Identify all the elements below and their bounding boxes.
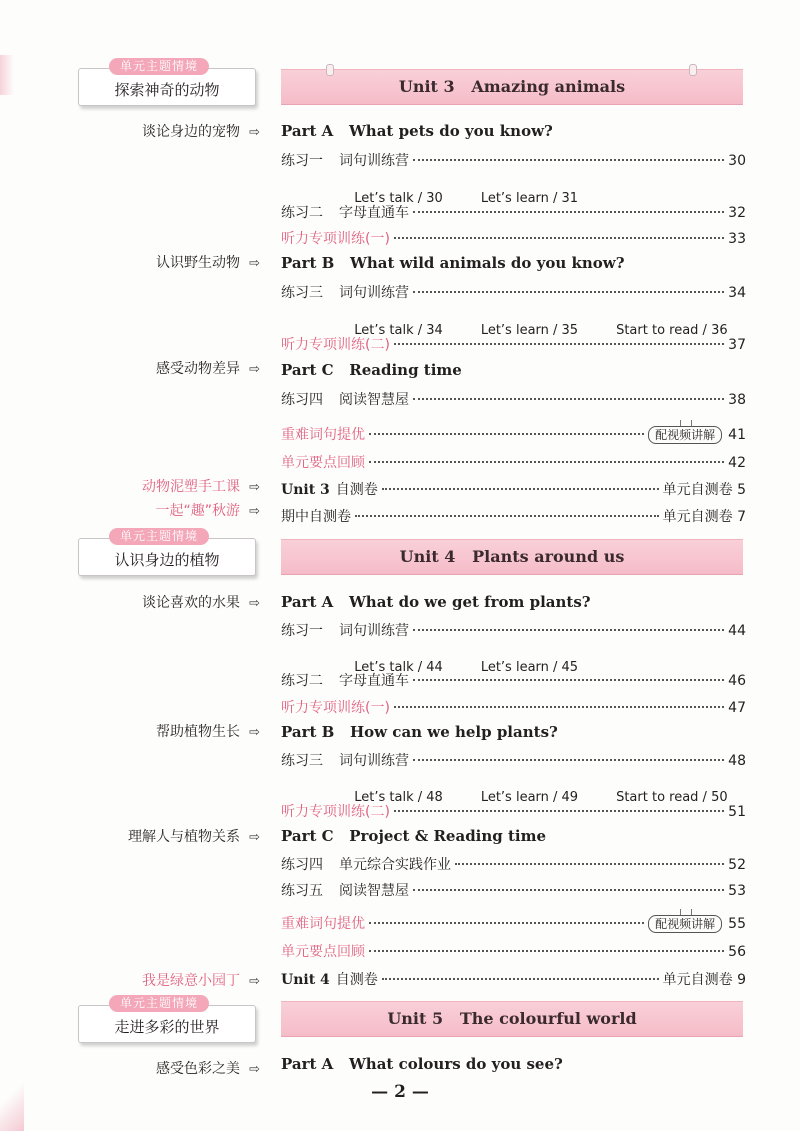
- toc-row[interactable]: [281, 389, 746, 407]
- topic-text: 认识野生动物: [156, 255, 240, 271]
- unit-title: Unit 4 Plants around us: [399, 547, 625, 566]
- unit-title: Unit 3 Amazing animals: [398, 77, 626, 96]
- part-heading[interactable]: Part C Project & Reading time: [281, 827, 547, 845]
- arrow-right-icon: ⇨: [249, 480, 260, 495]
- page-number: 单元自测卷 5: [662, 482, 746, 498]
- part-heading[interactable]: Part A What pets do you know?: [281, 122, 553, 140]
- topic-text: 我是绿意小园丁: [142, 973, 240, 989]
- dot-leader: [382, 488, 659, 490]
- arrow-right-icon: ⇨: [249, 256, 260, 271]
- topic-label: [155, 500, 260, 520]
- dot-leader: [413, 159, 724, 161]
- exercise-title: 词句训练营: [339, 623, 409, 639]
- exercise-title: 词句训练营: [339, 153, 409, 169]
- toc-row[interactable]: [281, 880, 746, 898]
- toc-row[interactable]: [281, 941, 746, 959]
- lesson-item: Let’s talk / 34: [354, 323, 443, 338]
- toc-row[interactable]: [281, 282, 746, 300]
- dot-leader: [413, 679, 724, 681]
- lesson-item: Let’s talk / 30: [354, 191, 443, 206]
- exercise-label: 重难词句提优: [281, 916, 365, 932]
- topic-text: 感受动物差异: [156, 361, 240, 377]
- page-number: 46: [728, 673, 746, 689]
- exercise-label: 重难词句提优: [281, 427, 365, 443]
- exercise-label: 练习五: [281, 883, 323, 899]
- exercise-label: Unit 4: [281, 972, 330, 988]
- toc-row[interactable]: [281, 334, 746, 352]
- dot-leader: [413, 211, 724, 213]
- sparkle-icon: [680, 420, 692, 426]
- topic-label: [156, 358, 260, 378]
- page-number: 37: [728, 337, 746, 353]
- arrow-right-icon: ⇨: [249, 596, 260, 611]
- page-number: 38: [728, 392, 746, 408]
- toc-row[interactable]: [281, 697, 746, 715]
- dot-leader: [369, 950, 724, 952]
- topic-label: [156, 721, 260, 741]
- dot-leader: [394, 237, 724, 239]
- exercise-label: 练习一: [281, 153, 323, 169]
- exercise-label: 练习三: [281, 753, 323, 769]
- dot-leader: [413, 629, 724, 631]
- arrow-right-icon: ⇨: [249, 504, 260, 519]
- page-number: 51: [728, 804, 746, 820]
- lesson-item: Let’s talk / 48: [354, 790, 443, 805]
- lesson-item: Let’s learn / 45: [480, 660, 579, 675]
- theme-tag: 单元主题情境: [109, 528, 209, 545]
- binder-ring-icon: [689, 64, 697, 76]
- toc-row[interactable]: [281, 479, 746, 497]
- theme-title: 认识身边的植物: [114, 551, 220, 569]
- page-number: 52: [728, 857, 746, 873]
- exercise-title: 单元综合实践作业: [339, 857, 451, 873]
- part-heading[interactable]: Part A What do we get from plants?: [281, 593, 591, 611]
- lesson-item: Let’s learn / 31: [480, 191, 579, 206]
- exercise-label: Unit 3: [281, 482, 330, 498]
- exercise-title: 字母直通车: [339, 205, 409, 221]
- exercise-label: 练习二: [281, 205, 323, 221]
- toc-row[interactable]: [281, 424, 746, 442]
- topic-label: [142, 476, 260, 496]
- toc-row[interactable]: [281, 620, 746, 638]
- exercise-label: 听力专项训练(二): [281, 337, 390, 353]
- video-badge[interactable]: [648, 426, 722, 444]
- exercise-label: 练习一: [281, 623, 323, 639]
- dot-leader: [413, 291, 724, 293]
- page-number: 33: [728, 231, 746, 247]
- topic-text: 动物泥塑手工课: [142, 479, 240, 495]
- dot-leader: [369, 922, 644, 924]
- toc-row[interactable]: [281, 202, 746, 220]
- exercise-title: 自测卷: [335, 972, 378, 988]
- dot-leader: [369, 433, 644, 435]
- unit-title: Unit 5 The colourful world: [387, 1009, 637, 1028]
- toc-row[interactable]: [281, 854, 746, 872]
- exercise-title: 阅读智慧屋: [339, 392, 409, 408]
- arrow-right-icon: ⇨: [249, 830, 260, 845]
- page-number: 47: [728, 700, 746, 716]
- page-number: 56: [728, 944, 746, 960]
- unit-banner-4: [281, 539, 743, 575]
- dot-leader: [355, 515, 659, 517]
- theme-title: 探索神奇的动物: [114, 81, 220, 99]
- theme-title: 走进多彩的世界: [114, 1018, 220, 1036]
- theme-card-unit5: [78, 996, 256, 1043]
- part-heading[interactable]: Part A What colours do you see?: [281, 1055, 563, 1073]
- topic-label: [142, 121, 260, 141]
- arrow-right-icon: ⇨: [249, 125, 260, 140]
- page-number: 32: [728, 205, 746, 221]
- toc-row[interactable]: [281, 750, 746, 768]
- dot-leader: [413, 759, 724, 761]
- arrow-right-icon: ⇨: [249, 362, 260, 377]
- lesson-item: Let’s talk / 44: [354, 660, 443, 675]
- exercise-label: 练习四: [281, 392, 323, 408]
- exercise-label: 单元要点回顾: [281, 944, 365, 960]
- exercise-label: 听力专项训练(一): [281, 700, 390, 716]
- unit-banner-3: [281, 69, 743, 105]
- topic-label: [156, 252, 260, 272]
- theme-card-unit4: [78, 529, 256, 576]
- lesson-item: Start to read / 50: [616, 790, 728, 805]
- dot-leader: [369, 461, 724, 463]
- toc-row[interactable]: [281, 228, 746, 246]
- page-number: 单元自测卷 7: [662, 509, 746, 525]
- topic-label: [128, 826, 260, 846]
- page-number: 30: [728, 153, 746, 169]
- lesson-item: Start to read / 36: [616, 323, 728, 338]
- toc-row[interactable]: [281, 150, 746, 168]
- dot-leader: [382, 978, 659, 980]
- exercise-title: 自测卷: [335, 482, 378, 498]
- dot-leader: [455, 863, 724, 865]
- toc-row[interactable]: [281, 969, 746, 987]
- page-number: 34: [728, 285, 746, 301]
- exercise-label: 练习三: [281, 285, 323, 301]
- unit-banner-5: [281, 1001, 743, 1037]
- topic-label: [142, 970, 260, 990]
- exercise-label: 练习二: [281, 673, 323, 689]
- exercise-label: 听力专项训练(二): [281, 804, 390, 820]
- topic-text: 谈论喜欢的水果: [142, 595, 240, 611]
- exercise-title: 字母直通车: [339, 673, 409, 689]
- video-badge-label: 配视频讲解: [655, 917, 716, 931]
- topic-label: [156, 1058, 260, 1078]
- lesson-item: Let’s learn / 49: [480, 790, 579, 805]
- topic-text: 帮助植物生长: [156, 724, 240, 740]
- page-number: 55: [728, 916, 746, 932]
- exercise-label: 听力专项训练(一): [281, 231, 390, 247]
- page-number: 48: [728, 753, 746, 769]
- arrow-right-icon: ⇨: [249, 725, 260, 740]
- part-heading[interactable]: Part B How can we help plants?: [281, 723, 558, 741]
- page-number: 44: [728, 623, 746, 639]
- toc-row[interactable]: [281, 670, 746, 688]
- toc-row[interactable]: [281, 801, 746, 819]
- page-number: 41: [728, 427, 746, 443]
- theme-tag: 单元主题情境: [109, 995, 209, 1012]
- page-edge-decoration: [0, 55, 14, 95]
- part-heading[interactable]: Part B What wild animals do you know?: [281, 254, 625, 272]
- exercise-label: 单元要点回顾: [281, 455, 365, 471]
- arrow-right-icon: ⇨: [249, 1062, 260, 1077]
- topic-text: 理解人与植物关系: [128, 829, 240, 845]
- topic-text: 感受色彩之美: [156, 1061, 240, 1077]
- exercise-label: 期中自测卷: [281, 509, 351, 525]
- video-badge[interactable]: [648, 915, 722, 933]
- topic-text: 一起“趣”秋游: [155, 503, 240, 519]
- part-heading[interactable]: Part C Reading time: [281, 361, 462, 379]
- dot-leader: [413, 889, 724, 891]
- page-number: 单元自测卷 9: [662, 972, 746, 988]
- lesson-item: Let’s learn / 35: [480, 323, 579, 338]
- exercise-label: 练习四: [281, 857, 323, 873]
- exercise-title: 词句训练营: [339, 285, 409, 301]
- sparkle-icon: [680, 909, 692, 915]
- dot-leader: [413, 398, 724, 400]
- toc-row[interactable]: [281, 506, 746, 524]
- page-number: 53: [728, 883, 746, 899]
- dot-leader: [394, 706, 724, 708]
- video-badge-label: 配视频讲解: [655, 428, 716, 442]
- dot-leader: [394, 343, 724, 345]
- topic-text: 谈论身边的宠物: [142, 124, 240, 140]
- page-number-footer: — 2 —: [371, 1082, 429, 1102]
- theme-card-unit3: [78, 59, 256, 106]
- exercise-title: 词句训练营: [339, 753, 409, 769]
- arrow-right-icon: ⇨: [249, 974, 260, 989]
- exercise-title: 阅读智慧屋: [339, 883, 409, 899]
- theme-tag: 单元主题情境: [109, 58, 209, 75]
- dot-leader: [394, 810, 724, 812]
- toc-row[interactable]: [281, 452, 746, 470]
- toc-row[interactable]: [281, 913, 746, 931]
- topic-label: [142, 592, 260, 612]
- page-number: 42: [728, 455, 746, 471]
- binder-ring-icon: [326, 64, 334, 76]
